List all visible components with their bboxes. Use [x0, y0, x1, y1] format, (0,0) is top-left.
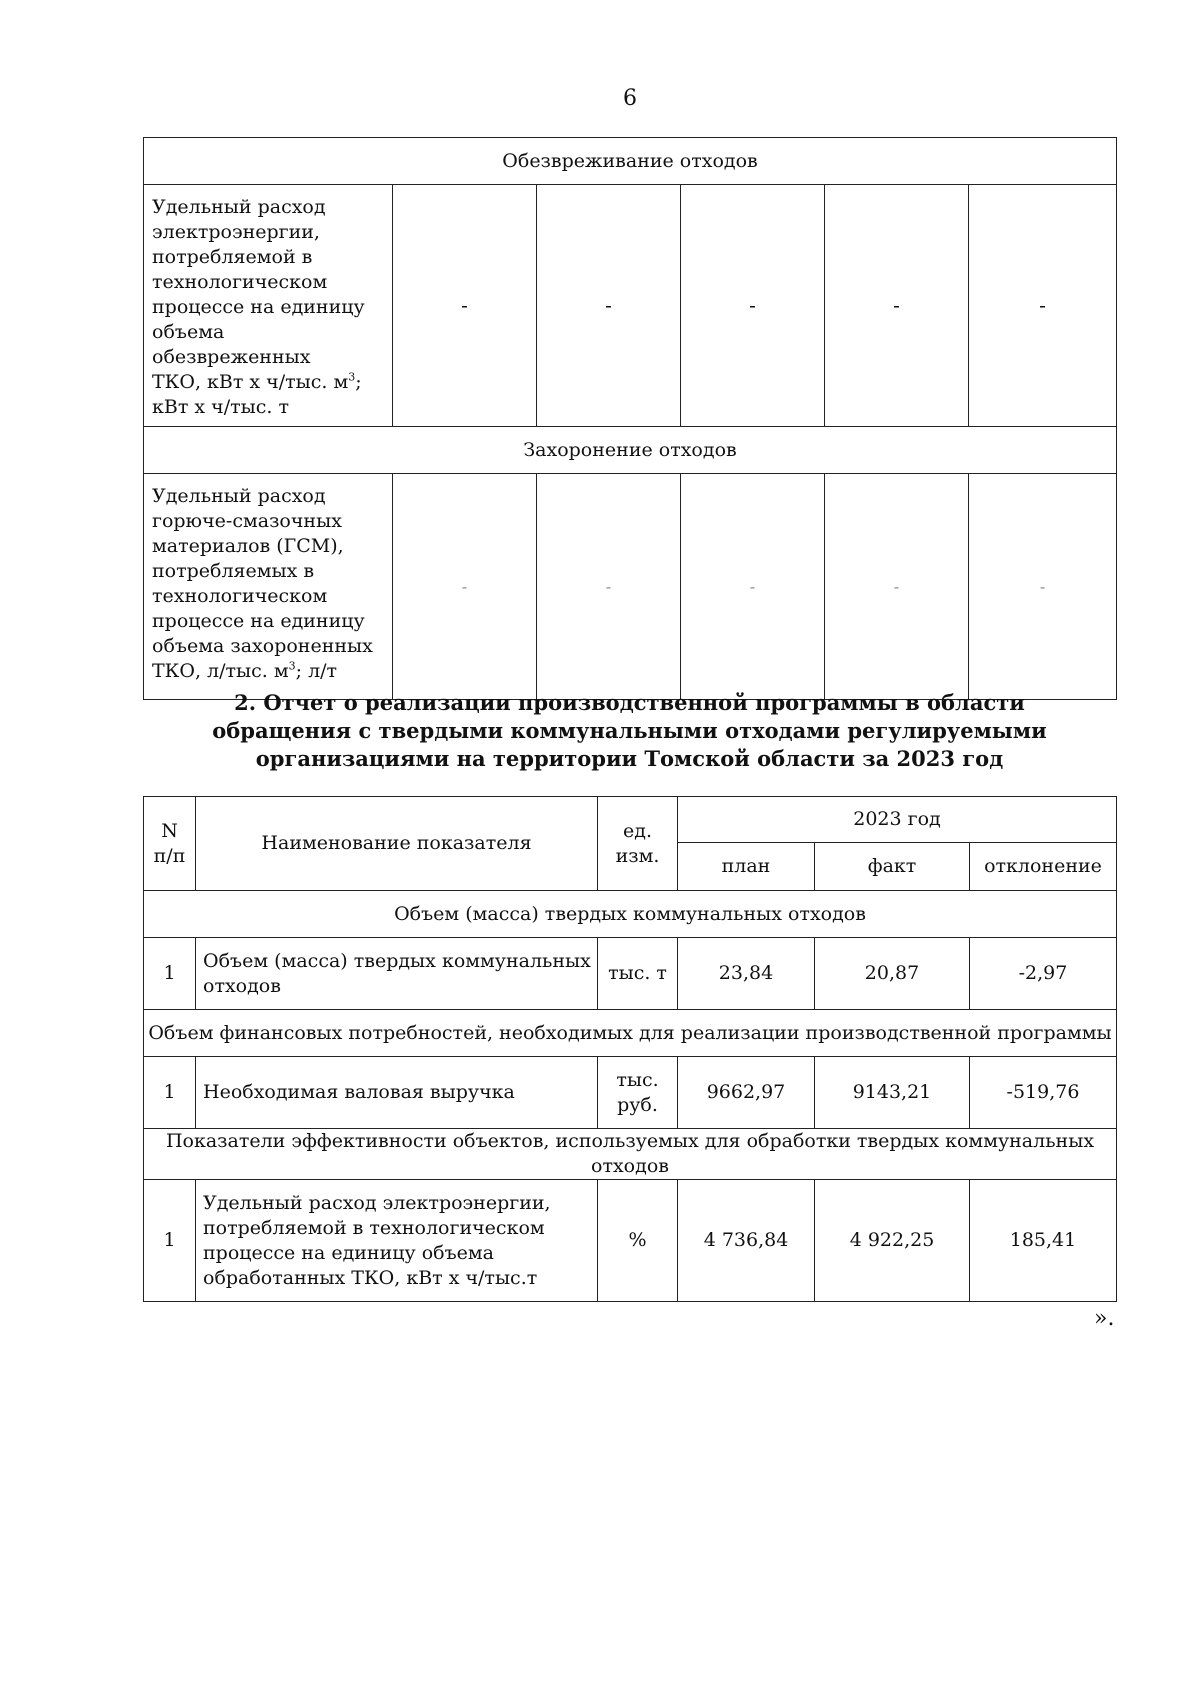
- row-unit: тыс. руб.: [598, 1057, 678, 1129]
- row-unit: тыс. т: [598, 938, 678, 1010]
- row-fact: 4 922,25: [815, 1180, 970, 1302]
- value-cell: -: [969, 185, 1117, 427]
- header-plan: план: [678, 843, 815, 891]
- value-cell: -: [681, 474, 825, 700]
- production-program-report-table: [143, 796, 1117, 1302]
- row-deviation: -519,76: [970, 1057, 1117, 1129]
- indicator-burial-fuel: Удельный расход горюче-смазочных материалов (ГСМ), потребляемых в технологическом процессе на единицу объема захороненных ТКО, л/тыс. $м^3$; л/т: [144, 474, 393, 700]
- row-plan: 4 736,84: [678, 1180, 815, 1302]
- row-plan: 9662,97: [678, 1057, 815, 1129]
- row-fact: 9143,21: [815, 1057, 970, 1129]
- value-cell: -: [537, 474, 681, 700]
- row-deviation: 185,41: [970, 1180, 1117, 1302]
- table-row: [144, 185, 1117, 427]
- section-burial: Захоронение отходов: [144, 427, 1117, 474]
- header-unit: ед. изм.: [598, 797, 678, 891]
- value-cell: -: [681, 185, 825, 427]
- value-cell: -: [825, 474, 969, 700]
- table-row: [144, 1180, 1117, 1302]
- row-indicator-name: Объем (масса) твердых коммунальных отходов: [196, 938, 598, 1010]
- row-indicator-name: Удельный расход электроэнергии, потребляемой в технологическом процессе на единицу объема обработанных ТКО, кВт х ч/тыс.т: [196, 1180, 598, 1302]
- row-number: 1: [144, 1057, 196, 1129]
- row-number: 1: [144, 1180, 196, 1302]
- header-number: N п/п: [144, 797, 196, 891]
- header-year: 2023 год: [678, 797, 1117, 843]
- value-cell: -: [825, 185, 969, 427]
- row-number: 1: [144, 938, 196, 1010]
- section-efficiency-indicators: Показатели эффективности объектов, используемых для обработки твердых коммунальных отходов: [144, 1129, 1117, 1180]
- section-neutralization: Обезвреживание отходов: [144, 138, 1117, 185]
- report-title: 2. Отчет о реализации производственной программы в области обращения с твердыми коммунальными отходами регулируемыми организациями на территории Томской области за 2023 год: [212, 690, 1047, 771]
- value-cell: -: [537, 185, 681, 427]
- header-deviation: отклонение: [970, 843, 1117, 891]
- row-fact: 20,87: [815, 938, 970, 1010]
- page-number: 6: [623, 86, 637, 111]
- section-waste-volume: Объем (масса) твердых коммунальных отходов: [144, 891, 1117, 938]
- indicator-neutralization-energy: Удельный расход электроэнергии, потребляемой в технологическом процессе на единицу объема обезвреженных ТКО, кВт х ч/тыс. $м^3$; кВт х ч/тыс. т: [144, 185, 393, 427]
- value-cell: -: [393, 474, 537, 700]
- row-plan: 23,84: [678, 938, 815, 1010]
- table-row: [144, 1057, 1117, 1129]
- row-unit: %: [598, 1180, 678, 1302]
- table-row: [144, 474, 1117, 700]
- table-row: [144, 938, 1117, 1010]
- header-fact: факт: [815, 843, 970, 891]
- efficiency-table-continued: [143, 137, 1117, 700]
- section-financial-needs: Объем финансовых потребностей, необходимых для реализации производственной программы: [144, 1010, 1117, 1057]
- header-indicator-name: Наименование показателя: [196, 797, 598, 891]
- value-cell: -: [969, 474, 1117, 700]
- row-deviation: -2,97: [970, 938, 1117, 1010]
- value-cell: -: [393, 185, 537, 427]
- closing-quote-mark: ».: [1094, 1306, 1115, 1331]
- row-indicator-name: Необходимая валовая выручка: [196, 1057, 598, 1129]
